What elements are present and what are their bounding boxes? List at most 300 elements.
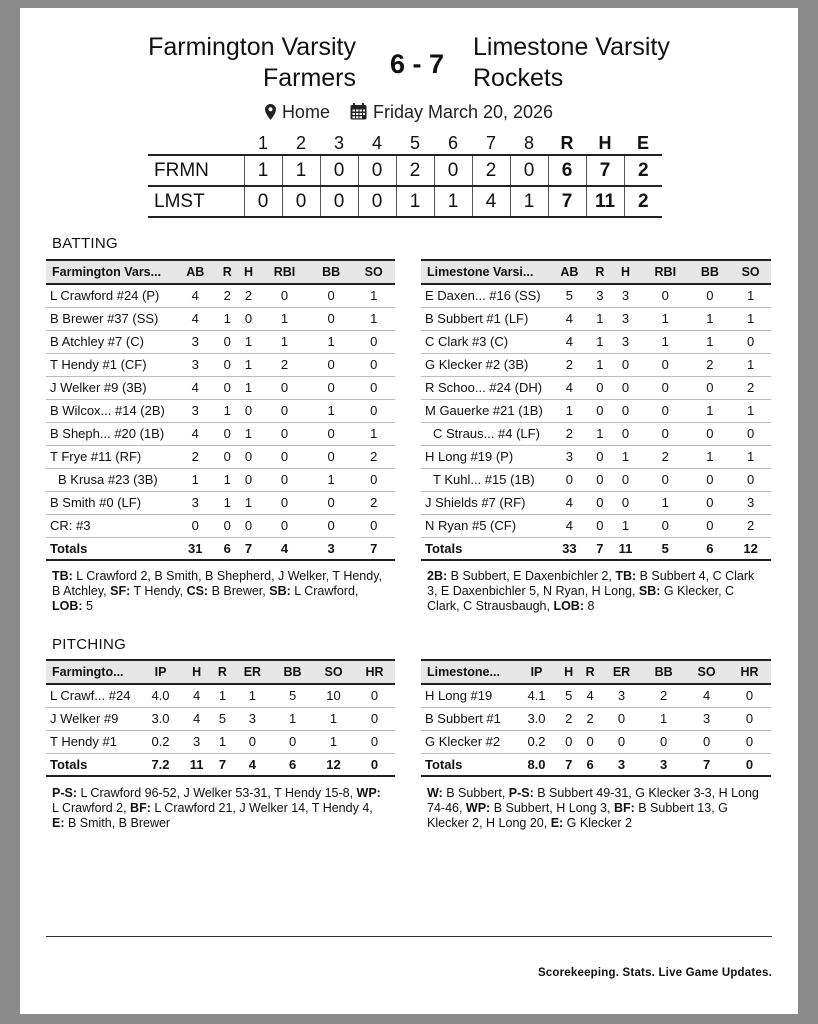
stat-cell: 0 — [610, 491, 641, 514]
stat-column-header: AB — [174, 260, 217, 284]
total-cell: 6 — [217, 537, 238, 560]
player-row — [46, 491, 395, 514]
total-cell: 12 — [730, 537, 771, 560]
team-column-header: Farmingto... — [46, 660, 140, 684]
note-value: B Smith, B Brewer — [64, 816, 171, 830]
stat-cell: 0 — [259, 399, 310, 422]
total-cell: 6 — [690, 537, 731, 560]
stat-cell: 0 — [601, 707, 642, 730]
stat-cell: 0 — [259, 284, 310, 307]
stat-cell: 4 — [549, 307, 590, 330]
note-value: G Klecker, C Clark, C Strausbaugh, — [427, 584, 735, 613]
stat-cell: 0 — [238, 514, 259, 537]
stat-column-header: IP — [140, 660, 181, 684]
linescore-team: LMST — [154, 190, 205, 212]
stat-cell: 2 — [730, 376, 771, 399]
away-batting-notes — [427, 569, 767, 614]
linescore-h: 11 — [586, 186, 624, 217]
note-value: 8 — [584, 599, 595, 613]
linescore-row — [148, 155, 662, 186]
stat-column-header: BB — [310, 260, 353, 284]
totals-label: Totals — [46, 753, 140, 776]
stat-cell: 0 — [310, 422, 353, 445]
stat-cell: 0 — [310, 376, 353, 399]
stat-header — [46, 260, 395, 284]
player-name: B Atchley #7 (C) — [46, 330, 174, 353]
away-team-line2: Rockets — [473, 64, 564, 92]
inning-score: 0 — [358, 186, 396, 217]
stat-header-row — [46, 660, 395, 684]
home-pitching-table — [46, 659, 395, 777]
inning-score: 1 — [434, 186, 472, 217]
stat-column-header: IP — [515, 660, 558, 684]
team-column-header: Limestone... — [421, 660, 515, 684]
stat-cell: 1 — [590, 353, 610, 376]
linescore-corner — [148, 133, 244, 155]
player-name: B Brewer #37 (SS) — [46, 307, 174, 330]
stat-cell: 0 — [352, 353, 395, 376]
stat-cell: 2 — [730, 514, 771, 537]
stat-cell: 3 — [590, 284, 610, 307]
linescore-e: 2 — [624, 186, 662, 217]
player-name: L Crawf... #24 — [46, 684, 140, 707]
stat-cell: 0 — [641, 514, 690, 537]
home-team-line2: Farmers — [262, 64, 356, 92]
note-key: P-S: — [508, 786, 534, 800]
stat-column-header: BB — [272, 660, 313, 684]
inning-score: 0 — [434, 155, 472, 186]
stat-cell: 1 — [217, 399, 238, 422]
stat-cell: 0 — [259, 376, 310, 399]
stat-cell: 2 — [259, 353, 310, 376]
stat-cell: 4 — [685, 684, 728, 707]
player-row — [421, 422, 771, 445]
stat-column-header: H — [238, 260, 259, 284]
total-cell: 0 — [728, 753, 771, 776]
total-cell: 3 — [642, 753, 685, 776]
stat-cell: 3 — [174, 491, 217, 514]
footer-tagline: Scorekeeping. Stats. Live Game Updates. — [537, 967, 772, 979]
stat-cell: 0 — [217, 353, 238, 376]
total-cell: 4 — [259, 537, 310, 560]
stat-cell: 3 — [174, 399, 217, 422]
stat-cell: 4 — [181, 707, 212, 730]
stat-cell: 1 — [690, 307, 731, 330]
total-cell: 31 — [174, 537, 217, 560]
stat-cell: 0 — [259, 422, 310, 445]
totals-row — [421, 753, 771, 776]
total-cell: 11 — [181, 753, 212, 776]
stat-cell: 0 — [259, 514, 310, 537]
player-row — [421, 399, 771, 422]
stat-cell: 1 — [238, 353, 259, 376]
inning-header: 6 — [447, 133, 458, 153]
stat-cell: 4 — [174, 422, 217, 445]
note-value: B Subbert, E Daxenbichler 2, — [447, 569, 616, 583]
stat-column-header: SO — [730, 260, 771, 284]
stat-cell: 0 — [590, 399, 610, 422]
player-row — [46, 684, 395, 707]
player-row — [46, 399, 395, 422]
inning-score: 4 — [472, 186, 510, 217]
totals-row — [46, 537, 395, 560]
player-name: T Frye #11 (RF) — [46, 445, 174, 468]
player-row — [46, 330, 395, 353]
away-pitching-notes — [427, 786, 772, 831]
stat-column-header: H — [558, 660, 579, 684]
linescore-r: 6 — [548, 155, 586, 186]
linescore-header-row — [148, 133, 662, 155]
total-cell: 11 — [610, 537, 641, 560]
total-cell: 7 — [590, 537, 610, 560]
stat-cell: 4.1 — [515, 684, 558, 707]
stat-cell: 1 — [174, 468, 217, 491]
stat-cell: 0 — [590, 514, 610, 537]
stat-cell: 0 — [558, 730, 579, 753]
stat-cell: 1 — [212, 684, 232, 707]
stat-cell: 0 — [217, 330, 238, 353]
boxscore-page — [20, 8, 798, 1014]
final-score: 6 - 7 — [389, 49, 445, 79]
stat-cell: 1 — [310, 399, 353, 422]
home-pitching-notes — [52, 786, 387, 831]
stat-cell: 2 — [549, 422, 590, 445]
stat-body — [46, 284, 395, 560]
stat-cell: 2 — [642, 684, 685, 707]
player-name: B Smith #0 (LF) — [46, 491, 174, 514]
linescore-table — [148, 133, 662, 218]
player-row — [421, 468, 771, 491]
stat-column-header: RBI — [641, 260, 690, 284]
stat-cell: 1 — [730, 353, 771, 376]
stat-cell: 0 — [641, 353, 690, 376]
stat-header — [421, 260, 771, 284]
stat-cell: 4.0 — [140, 684, 181, 707]
player-name: J Welker #9 — [46, 707, 140, 730]
inning-score: 0 — [320, 155, 358, 186]
total-cell: 7 — [212, 753, 232, 776]
total-cell: 6 — [579, 753, 600, 776]
inning-header: 5 — [409, 133, 420, 153]
linescore-e: 2 — [624, 155, 662, 186]
game-date: Friday March 20, 2026 — [372, 102, 554, 122]
stat-cell: 1 — [238, 330, 259, 353]
home-batting-table — [46, 259, 395, 561]
player-row — [46, 307, 395, 330]
note-value: L Crawford 2, — [52, 801, 131, 815]
stat-cell: 0 — [310, 445, 353, 468]
stat-header — [46, 660, 395, 684]
stat-cell: 1 — [238, 422, 259, 445]
stat-cell: 0 — [641, 422, 690, 445]
stat-column-header: AB — [549, 260, 590, 284]
stat-cell: 3 — [601, 684, 642, 707]
stat-cell: 1 — [217, 468, 238, 491]
note-key: 2B: — [427, 569, 448, 583]
stat-cell: 4 — [174, 284, 217, 307]
stat-header — [421, 660, 771, 684]
stat-cell: 0 — [610, 468, 641, 491]
location-label: Home — [281, 102, 330, 122]
stat-cell: 0 — [352, 514, 395, 537]
stat-cell: 0 — [642, 730, 685, 753]
note-key: CS: — [186, 584, 209, 598]
total-cell: 33 — [549, 537, 590, 560]
note-value: L Crawford 21, J Welker 14, T Hendy 4, — [150, 801, 373, 815]
stat-cell: 1 — [690, 399, 731, 422]
stat-cell: 1 — [730, 284, 771, 307]
note-key: WP: — [356, 786, 381, 800]
inning-header: 7 — [485, 133, 496, 153]
stat-cell: 0 — [238, 399, 259, 422]
stat-cell: 0 — [310, 284, 353, 307]
stat-column-header: BB — [690, 260, 731, 284]
stat-cell: 1 — [259, 307, 310, 330]
stat-column-header: R — [590, 260, 610, 284]
note-key: LOB: — [52, 599, 83, 613]
stat-cell: 0 — [690, 376, 731, 399]
stat-cell: 0 — [217, 422, 238, 445]
stat-cell: 1 — [217, 491, 238, 514]
stat-cell: 0 — [352, 376, 395, 399]
stat-cell: 0 — [610, 422, 641, 445]
player-name: G Klecker #2 (3B) — [421, 353, 549, 376]
stat-cell: 0 — [354, 684, 395, 707]
stat-header-row — [421, 260, 771, 284]
stat-cell: 5 — [272, 684, 313, 707]
note-key: W: — [427, 786, 443, 800]
stat-cell: 0 — [601, 730, 642, 753]
note-key: TB: — [52, 569, 73, 583]
stat-cell: 3 — [549, 445, 590, 468]
totals-row — [421, 537, 771, 560]
note-value: B Subbert 49-31, G Klecker 3-3, H Long 74-46, — [427, 786, 759, 815]
stat-cell: 3 — [685, 707, 728, 730]
total-cell: 6 — [272, 753, 313, 776]
note-value: B Brewer, — [208, 584, 270, 598]
stat-column-header: ER — [233, 660, 272, 684]
errors-header: E — [636, 133, 649, 153]
stat-column-header: ER — [601, 660, 642, 684]
game-header — [20, 32, 798, 102]
stat-cell: 0 — [690, 491, 731, 514]
stat-cell: 0 — [728, 707, 771, 730]
stat-cell: 3 — [181, 730, 212, 753]
player-row — [421, 684, 771, 707]
stat-cell: 2 — [641, 445, 690, 468]
note-value: T Hendy, — [130, 584, 187, 598]
stat-cell: 2 — [549, 353, 590, 376]
stat-cell: 1 — [238, 376, 259, 399]
stat-column-header: SO — [685, 660, 728, 684]
stat-cell: 0 — [730, 330, 771, 353]
away-pitching-table — [421, 659, 771, 777]
stat-cell: 2 — [690, 353, 731, 376]
player-name: J Shields #7 (RF) — [421, 491, 549, 514]
stat-cell: 1 — [313, 730, 354, 753]
stat-cell: 4 — [549, 514, 590, 537]
player-row — [421, 730, 771, 753]
stat-cell: 4 — [549, 330, 590, 353]
inning-score: 0 — [510, 155, 548, 186]
stat-cell: 0 — [259, 491, 310, 514]
stat-cell: 0 — [730, 422, 771, 445]
note-value: B Subbert, — [442, 786, 509, 800]
total-cell: 7 — [685, 753, 728, 776]
stat-cell: 2 — [174, 445, 217, 468]
inning-score: 0 — [244, 186, 282, 217]
player-row — [421, 445, 771, 468]
stat-cell: 1 — [352, 307, 395, 330]
stat-cell: 10 — [313, 684, 354, 707]
note-value: 5 — [82, 599, 93, 613]
player-name: H Long #19 — [421, 684, 515, 707]
stat-cell: 1 — [641, 491, 690, 514]
player-name: CR: #3 — [46, 514, 174, 537]
stat-cell: 0 — [610, 376, 641, 399]
stat-cell: 0 — [730, 468, 771, 491]
stat-cell: 1 — [233, 684, 272, 707]
stat-cell: 1 — [690, 445, 731, 468]
player-row — [421, 330, 771, 353]
stat-cell: 0 — [233, 730, 272, 753]
inning-score: 2 — [472, 155, 510, 186]
note-value: L Crawford, — [290, 584, 359, 598]
stat-cell: 4 — [174, 376, 217, 399]
stat-cell: 0.2 — [515, 730, 558, 753]
total-cell: 7 — [238, 537, 259, 560]
player-row — [421, 307, 771, 330]
batting-section-title: BATTING — [52, 235, 118, 252]
player-name: B Subbert #1 (LF) — [421, 307, 549, 330]
stat-cell: 2 — [352, 491, 395, 514]
stat-cell: 0 — [259, 445, 310, 468]
player-name: G Klecker #2 — [421, 730, 515, 753]
linescore-body — [148, 155, 662, 217]
stat-cell: 4 — [549, 491, 590, 514]
stat-body — [421, 284, 771, 560]
player-row — [46, 445, 395, 468]
stat-cell: 4 — [579, 684, 600, 707]
stat-cell: 1 — [310, 330, 353, 353]
player-row — [421, 514, 771, 537]
stat-cell: 0 — [610, 353, 641, 376]
stat-cell: 1 — [590, 422, 610, 445]
stat-cell: 0 — [217, 376, 238, 399]
home-batting-notes — [52, 569, 382, 614]
stat-cell: 0 — [238, 445, 259, 468]
note-value: B Subbert, H Long 3, — [490, 801, 614, 815]
away-batting-table — [421, 259, 771, 561]
stat-cell: 0 — [238, 468, 259, 491]
stat-cell: 1 — [610, 445, 641, 468]
player-row — [46, 514, 395, 537]
inning-score: 0 — [358, 155, 396, 186]
stat-cell: 0 — [352, 330, 395, 353]
stat-cell: 1 — [610, 514, 641, 537]
stat-cell: 0 — [590, 376, 610, 399]
note-value: G Klecker 2 — [563, 816, 632, 830]
stat-cell: 3.0 — [140, 707, 181, 730]
total-cell: 7 — [352, 537, 395, 560]
total-cell: 7 — [558, 753, 579, 776]
stat-cell: 1 — [730, 399, 771, 422]
inning-score: 1 — [510, 186, 548, 217]
note-key: BF: — [613, 801, 635, 815]
stat-cell: 1 — [352, 284, 395, 307]
stat-cell: 0 — [610, 399, 641, 422]
total-cell: 3 — [310, 537, 353, 560]
stat-cell: 0 — [641, 376, 690, 399]
stat-cell: 0 — [590, 468, 610, 491]
inning-score: 1 — [282, 155, 320, 186]
stat-body — [421, 684, 771, 776]
stat-cell: 0 — [238, 307, 259, 330]
stat-cell: 3.0 — [515, 707, 558, 730]
stat-cell: 0 — [549, 468, 590, 491]
stat-cell: 2 — [579, 707, 600, 730]
note-key: E: — [52, 816, 65, 830]
stat-cell: 0 — [590, 445, 610, 468]
totals-label: Totals — [46, 537, 174, 560]
player-row — [46, 730, 395, 753]
note-key: TB: — [615, 569, 637, 583]
player-name: C Clark #3 (C) — [421, 330, 549, 353]
stat-cell: 1 — [590, 330, 610, 353]
player-name: B Wilcox... #14 (2B) — [46, 399, 174, 422]
player-name: B Subbert #1 — [421, 707, 515, 730]
note-value: L Crawford 96-52, J Welker 53-31, T Hendy 15-8, — [77, 786, 357, 800]
player-row — [46, 468, 395, 491]
stat-cell: 1 — [238, 491, 259, 514]
stat-cell: 1 — [313, 707, 354, 730]
note-key: E: — [550, 816, 564, 830]
stat-cell: 1 — [641, 307, 690, 330]
player-row — [421, 284, 771, 307]
stat-cell: 0 — [685, 730, 728, 753]
stat-cell: 1 — [690, 330, 731, 353]
stat-cell: 1 — [642, 707, 685, 730]
stat-cell: 1 — [641, 330, 690, 353]
calendar-icon — [350, 103, 367, 125]
note-key: WP: — [465, 801, 491, 815]
stat-cell: 2 — [352, 445, 395, 468]
stat-cell: 0.2 — [140, 730, 181, 753]
stat-cell: 0 — [310, 491, 353, 514]
away-team-line1: Limestone Varsity — [473, 33, 670, 61]
stat-cell: 0 — [217, 445, 238, 468]
home-team-line1: Farmington Varsity — [148, 33, 356, 61]
stat-cell: 1 — [310, 468, 353, 491]
stat-cell: 3 — [730, 491, 771, 514]
player-row — [421, 353, 771, 376]
total-cell: 12 — [313, 753, 354, 776]
note-key: LOB: — [553, 599, 585, 613]
stat-cell: 4 — [549, 376, 590, 399]
stat-cell: 0 — [579, 730, 600, 753]
pitching-section-title: PITCHING — [52, 636, 127, 653]
stat-cell: 0 — [217, 514, 238, 537]
stat-cell: 0 — [641, 284, 690, 307]
stat-cell: 0 — [641, 399, 690, 422]
total-cell: 5 — [641, 537, 690, 560]
stat-cell: 1 — [217, 307, 238, 330]
team-column-header: Limestone Varsi... — [421, 260, 549, 284]
stat-cell: 0 — [310, 353, 353, 376]
stat-cell: 0 — [690, 284, 731, 307]
stat-cell: 1 — [259, 330, 310, 353]
player-name: J Welker #9 (3B) — [46, 376, 174, 399]
